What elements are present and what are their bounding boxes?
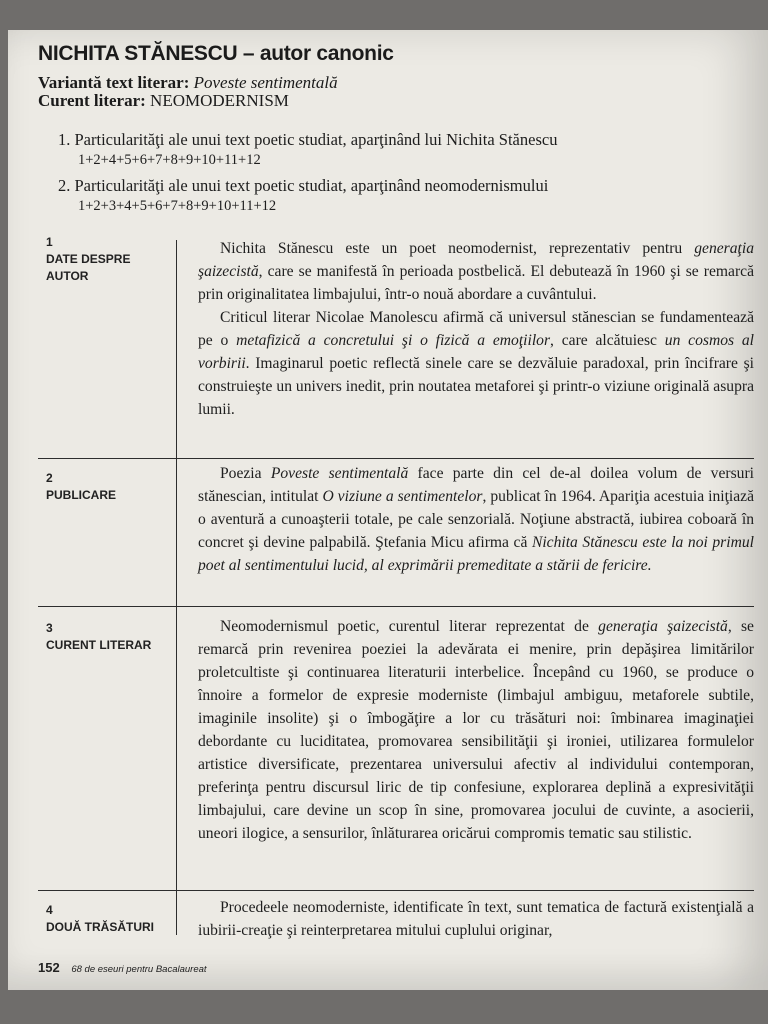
text-run: Criticul literar Nicolae Manolescu afirmă că universul stănescian se fundamentează pe o — [198, 309, 754, 349]
text-italic: metafizică a concretului şi o fizică a emoţiilor — [236, 332, 551, 349]
text-run: Procedeele neomoderniste, identificate în text, sunt tematica de factură existenţială a iubirii-creaţie şi reinterpretarea mitului cuplului originar, — [198, 899, 754, 939]
text-italic: Poveste sentimentală — [270, 465, 409, 482]
variant-value: Poveste sentimentală — [193, 73, 338, 92]
table-divider — [176, 240, 177, 935]
text-run: Neomodernismul poetic, curentul literar reprezentat de — [220, 618, 589, 635]
section-title: CURENT LITERAR — [46, 638, 152, 652]
requirement-2 — [58, 176, 548, 216]
row-separator — [38, 606, 754, 607]
variant-line — [38, 74, 338, 92]
current-label: Curent literar: — [38, 91, 146, 110]
requirement-1 — [58, 130, 557, 170]
text-run: , care se manifestă în perioada postbelică. El debutează în 1960 şi se remarcă prin originalitatea limbajului, într-o nouă abordare a cuvântului. — [198, 263, 754, 303]
row-separator — [38, 458, 754, 459]
page-footer — [38, 960, 207, 975]
requirement-text: 2. Particularităţi ale unui text poetic studiat, aparţinând neomodernismului — [58, 176, 549, 195]
book-page — [8, 30, 768, 990]
section-text-2 — [198, 462, 754, 577]
text-italic: generaţia şaizecistă — [598, 618, 728, 635]
section-number: 2 — [46, 471, 53, 485]
section-title: PUBLICARE — [46, 488, 117, 502]
requirement-nums: 1+2+3+4+5+6+7+8+9+10+11+12 — [78, 198, 277, 214]
section-text-3 — [198, 615, 754, 845]
section-title: DATE DESPRE AUTOR — [46, 252, 131, 283]
text-run: , se remarcă prin revenirea poeziei la adevărata ei menire, prin depăşirea limitărilor proletcultiste şi continuarea literaturii interbelice. Începând cu 1960, se produce o înnoire a formelor de expresie moderniste (limbajul ambiguu, metaforele subtile, imaginile insolite) şi o îmbogăţire a lor cu trăsături noi: îmbinarea imaginaţiei debordante cu luciditatea, promovarea sensibilităţii şi ironiei, utilizarea formulelor artistice diversificate, prezentarea universului afectiv al individului contemporan, preferinţa pentru discursul liric de tip confesiune, explorarea deplină a expresivităţii limbajului, care devine un scop în sine, promovarea jocului de cuvinte, a asocierii, uneori ilogice, a sensurilor, înlăturarea oricărui compromis tematic sau stilistic. — [198, 618, 754, 842]
page-number: 152 — [38, 960, 60, 975]
text-run: face parte din cel de-al doilea volum de versuri stănescian, intitulat — [198, 465, 754, 505]
section-label-4 — [46, 902, 154, 936]
text-italic: un cosmos al vorbirii — [198, 332, 755, 372]
book-title: 68 de eseuri pentru Bacalaureat — [71, 964, 207, 975]
current-line — [38, 92, 289, 110]
text-italic: O viziune a sentimentelor — [322, 488, 483, 505]
current-value: NEOMODERNISM — [150, 91, 289, 110]
section-number: 4 — [46, 903, 53, 917]
section-label-2 — [46, 470, 116, 504]
variant-label: Variantă text literar: — [38, 73, 190, 92]
text-run: Poezia — [220, 465, 262, 482]
text-run: , publicat în 1964. Apariţia acestuia iniţiază o aventură a cunoaşterii totale, pe cale senzorială. Noţiune abstractă, iubirea coboară în concret şi devine palpabilă. Ştefania Micu afirma că — [198, 488, 754, 551]
text-italic: Nichita Stănescu este la noi primul poet al sentimentului lucid, al exprimării premeditate a stării de fericire. — [198, 534, 754, 574]
row-separator — [38, 890, 754, 891]
section-title: DOUĂ TRĂSĂTURI — [46, 920, 154, 934]
section-text-4 — [198, 896, 754, 942]
requirement-text: 1. Particularităţi ale unui text poetic studiat, aparţinând lui Nichita Stănescu — [58, 130, 558, 149]
section-number: 3 — [46, 621, 53, 635]
text-run: . Imaginarul poetic reflectă sinele care se dezvăluie paradoxal, prin încifrare şi construieşte un univers inedit, prin noutatea metaforei şi printr-o viziune originală asupra lumii. — [198, 355, 754, 418]
text-run: , care alcătuiesc — [550, 332, 657, 349]
text-italic: generaţia şaizecistă — [198, 240, 754, 280]
text-run: Nichita Stănescu este un poet neomodernist, reprezentativ pentru — [220, 240, 683, 257]
page-title: NICHITA STĂNESCU – autor canonic — [38, 42, 394, 65]
requirement-nums: 1+2+4+5+6+7+8+9+10+11+12 — [78, 152, 261, 168]
section-label-3 — [46, 620, 151, 654]
section-text-1 — [198, 237, 754, 421]
section-number: 1 — [46, 235, 53, 249]
section-label-1 — [46, 234, 146, 285]
